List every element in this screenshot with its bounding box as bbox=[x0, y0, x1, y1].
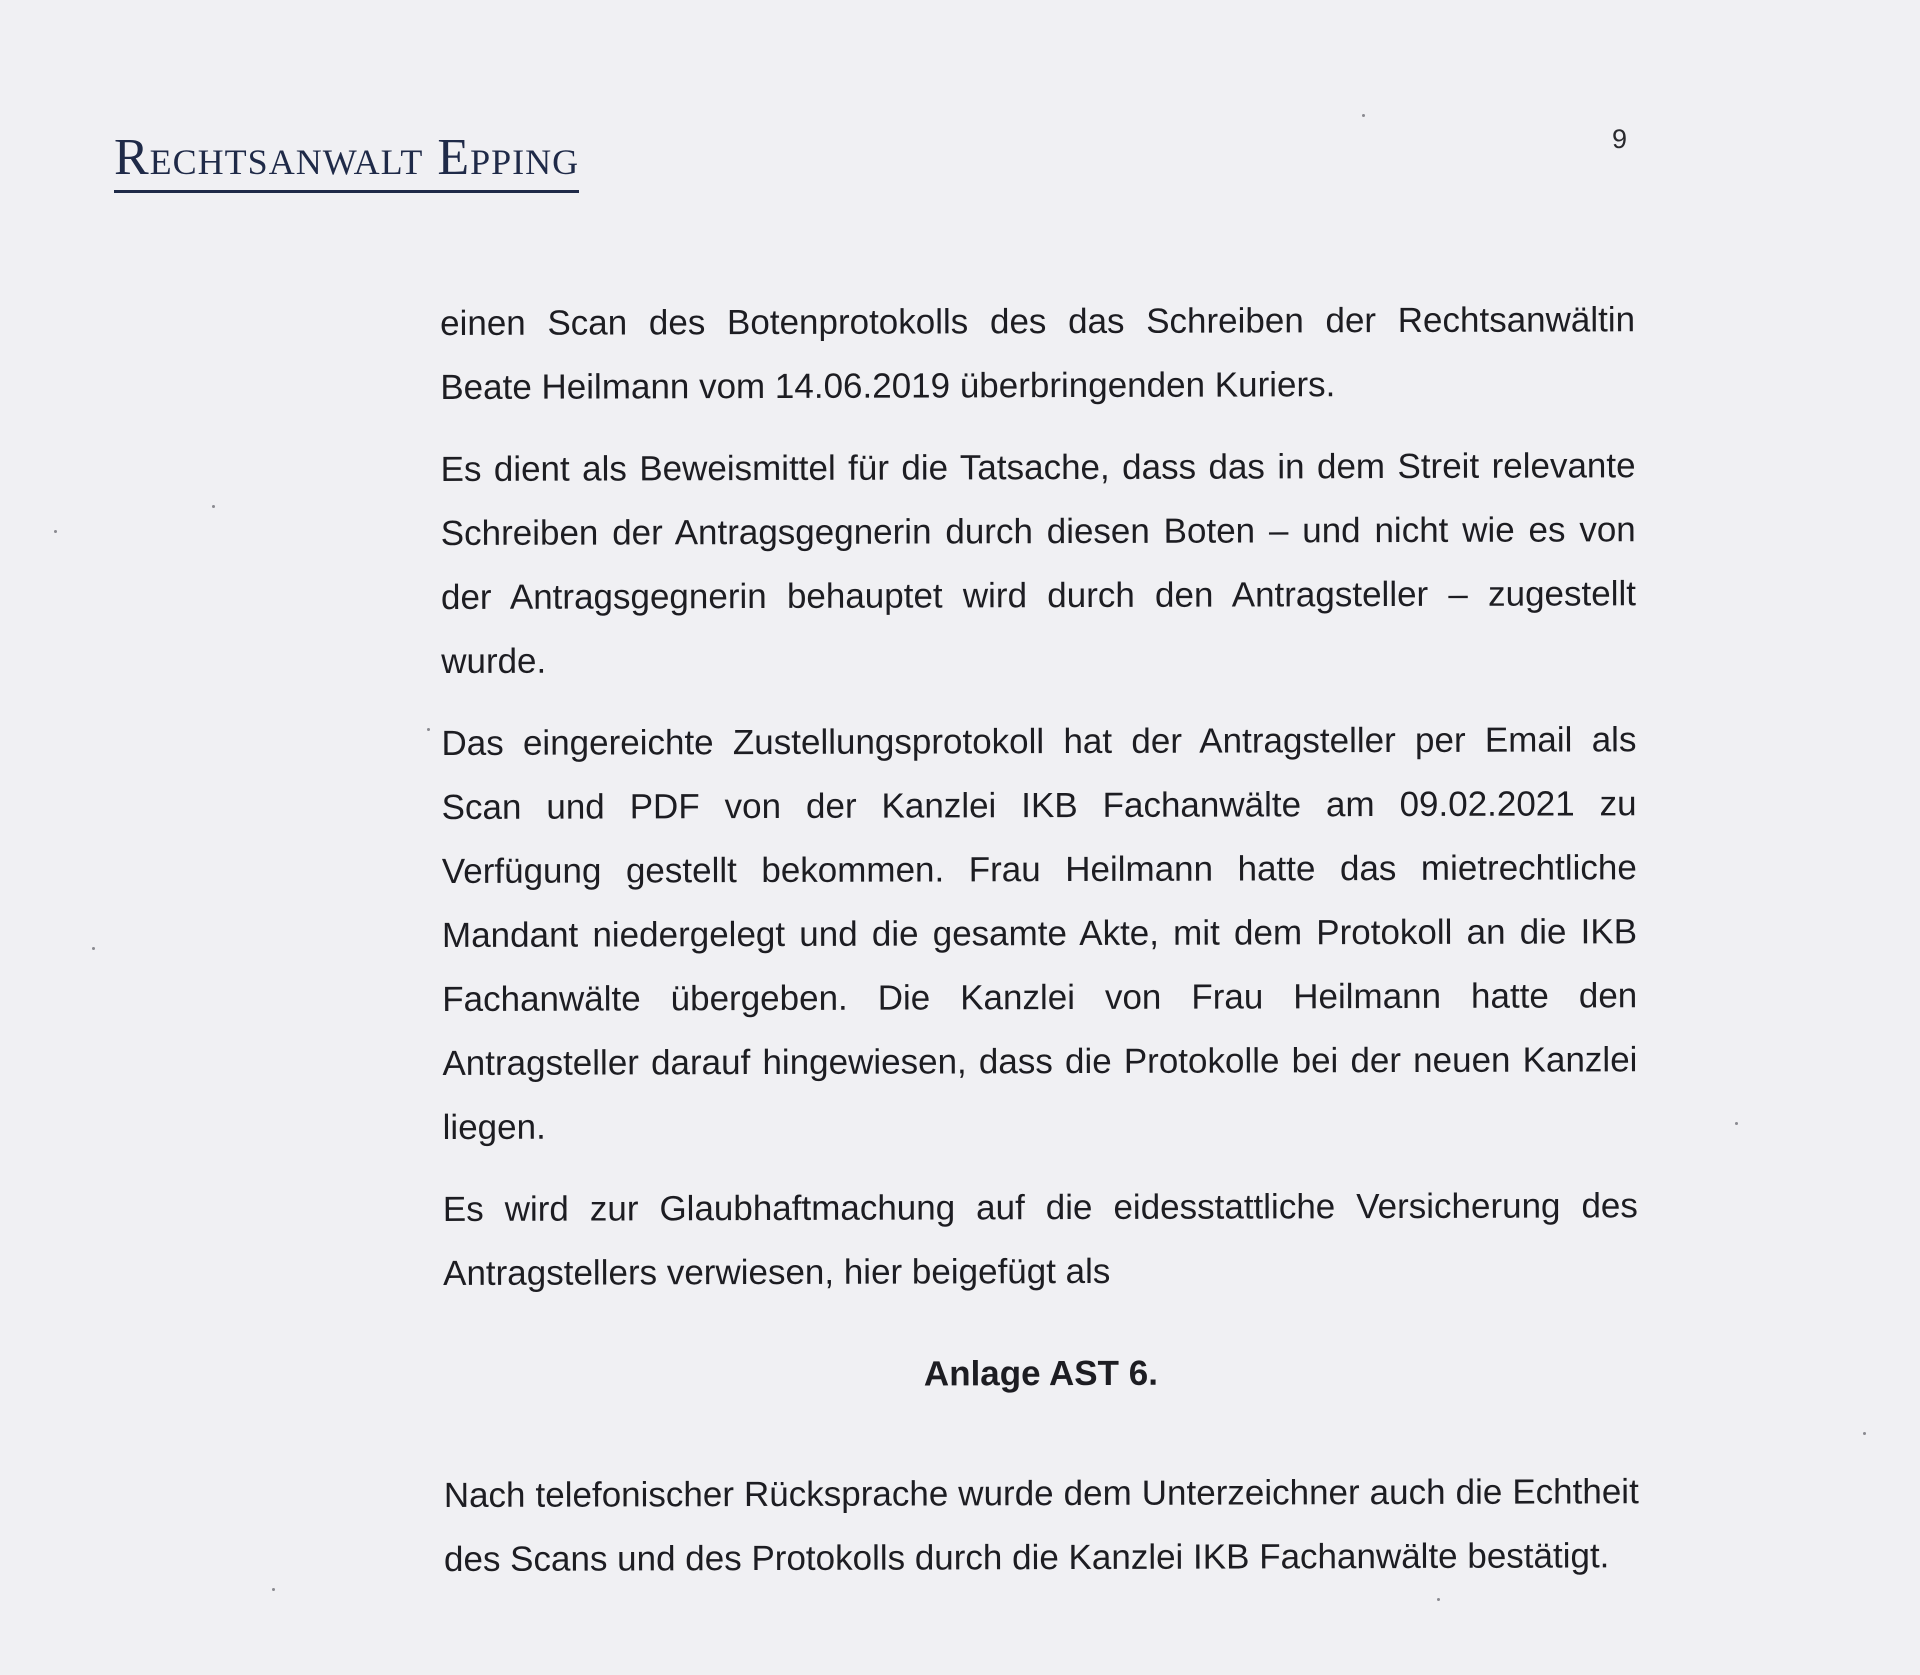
scan-speck bbox=[1437, 1598, 1440, 1601]
paragraph-scan-reference: einen Scan des Botenprotokolls des das Schreiben der Rechtsanwältin Beate Heilmann vom 14.06.2019 überbringenden Kuriers. bbox=[440, 300, 1636, 407]
paragraph-evidence: Es dient als Beweismittel für die Tatsache, dass das in dem Streit relevante Schreiben der Antragsgegnerin durch diesen Boten – und nicht wie es von der Antragsgegnerin behauptet wird durch den Antragsteller – zugestellt wurde. bbox=[440, 446, 1637, 681]
attachment-label: Anlage AST 6. bbox=[923, 1353, 1158, 1394]
scan-speck bbox=[1863, 1432, 1866, 1435]
scan-speck bbox=[1362, 114, 1365, 117]
paragraph-confirmation: Nach telefonischer Rücksprache wurde dem Unterzeichner auch die Echtheit des Scans und des Protokolls durch die Kanzlei IKB Fachanwälte bestätigt. bbox=[443, 1472, 1639, 1579]
scan-speck bbox=[272, 1588, 275, 1591]
document-body bbox=[440, 288, 1639, 1610]
scan-speck bbox=[212, 505, 215, 508]
scan-speck bbox=[54, 530, 57, 533]
page-number: 9 bbox=[1612, 124, 1628, 154]
letterhead: Rechtsanwalt Epping bbox=[114, 132, 579, 193]
paragraph-affidavit: Es wird zur Glaubhaftmachung auf die eidesstattliche Versicherung des Antragstellers verwiesen, hier beigefügt als bbox=[442, 1186, 1638, 1293]
scan-speck bbox=[1735, 1122, 1738, 1125]
paragraph-delivery-protocol: Das eingereichte Zustellungsprotokoll hat der Antragsteller per Email als Scan und PDF von der Kanzlei IKB Fachanwälte am 09.02.2021 zu Verfügung gestellt bekommen. Frau Heilmann hatte das mietrechtliche Mandant niedergelegt und die gesamte Akte, mit dem Protokoll an die IKB Fachanwälte übergeben. Die Kanzlei von Frau Heilmann hatte den Antragsteller darauf hingewiesen, dass die Protokolle bei der neuen Kanzlei liegen. bbox=[441, 720, 1638, 1147]
scan-speck bbox=[92, 947, 95, 950]
scan-speck bbox=[427, 728, 430, 731]
